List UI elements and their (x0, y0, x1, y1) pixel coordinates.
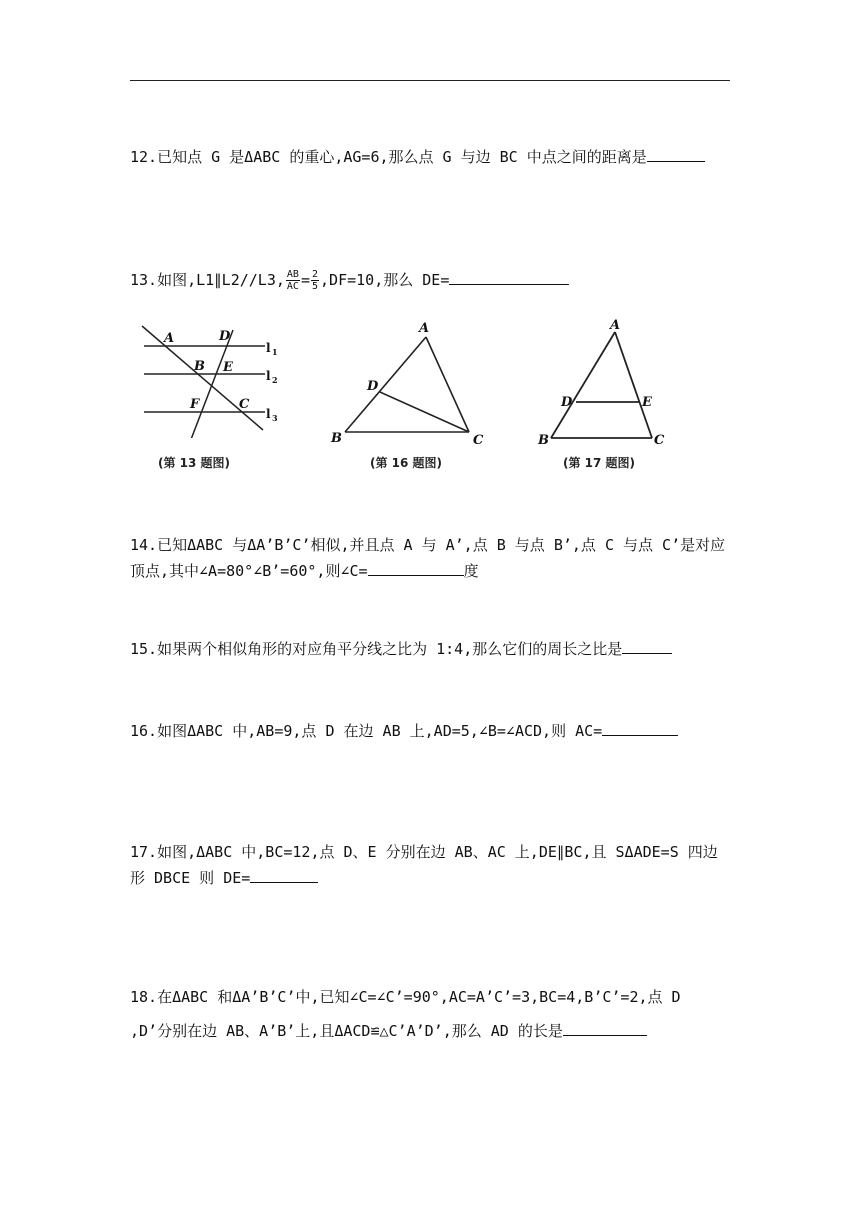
question-13: 13.如图,L1∥L2//L3, $\frac{AB}{AC}$ = $\frac{2}{5}$ ,DF=10,那么 DE= (130, 267, 740, 293)
question-14-line-2: 顶点,其中∠A=80°∠B’=60°,则∠C= 度 (130, 562, 479, 580)
label-a: A (610, 318, 621, 333)
label-c: C (473, 433, 484, 448)
figure-13 (130, 318, 290, 438)
label-b: B (538, 433, 549, 448)
figure-16-caption: (第 16 题图) (370, 456, 443, 470)
label-d: D (219, 329, 231, 344)
label-l2-sub: 2 (272, 375, 278, 385)
label-a: A (164, 331, 175, 346)
figure-16 (325, 318, 495, 448)
label-d: D (367, 379, 379, 394)
question-16 (130, 718, 740, 744)
figure-17-caption: (第 17 题图) (563, 456, 636, 470)
label-c: C (239, 397, 250, 412)
question-14-unit: 度 (463, 562, 479, 580)
question-12 (130, 144, 740, 170)
answer-blank-18[interactable] (563, 1021, 647, 1036)
label-b: B (331, 431, 342, 446)
question-15-text: 15.如果两个相似角形的对应角平分线之比为 1:4,那么它们的周长之比是 (130, 640, 623, 658)
figure-13-caption: (第 13 题图) (158, 456, 231, 470)
answer-blank-17[interactable] (250, 868, 318, 883)
question-13-prefix: 13.如图,L1∥L2//L3, (130, 271, 285, 289)
question-18-line-1: 18.在ΔABC 和ΔA’B’C’中,已知∠C=∠C’=90°,AC=A’C’=3,BC=4,B’C’=2,点 D (130, 988, 681, 1006)
label-c: C (654, 433, 665, 448)
label-l3-sub: 3 (272, 413, 278, 423)
fraction-2-5: $\frac{2}{5}$ (311, 269, 319, 292)
question-17-line-1: 17.如图,ΔABC 中,BC=12,点 D、E 分别在边 AB、AC 上,DE∥BC,且 SΔADE=S 四边 (130, 843, 718, 861)
figure-17 (535, 314, 675, 448)
question-15 (130, 636, 740, 662)
figure-13-diagram (130, 318, 290, 438)
label-l2: l (266, 369, 271, 383)
question-18 (130, 984, 740, 1044)
question-17 (130, 839, 740, 891)
label-b: B (194, 359, 205, 374)
label-f: F (190, 397, 200, 412)
label-l1-sub: 1 (272, 347, 278, 357)
label-e: E (642, 395, 652, 410)
label-e: E (223, 360, 233, 375)
figure-17-diagram (535, 314, 675, 448)
fraction-ab-ac: $\frac{AB}{AC}$ (286, 269, 299, 292)
label-l3: l (266, 407, 271, 421)
answer-blank-14[interactable] (368, 561, 464, 576)
question-17-line-2: 形 DBCE 则 DE= (130, 865, 740, 891)
answer-blank-16[interactable] (602, 721, 678, 736)
label-a: A (419, 321, 430, 336)
header-rule (130, 80, 730, 81)
answer-blank-13[interactable] (449, 270, 569, 285)
label-l1: l (266, 341, 271, 355)
question-12-text: 12.已知点 G 是ΔABC 的重心,AG=6,那么点 G 与边 BC 中点之间的距离是 (130, 148, 647, 166)
question-13-suffix: ,DF=10,那么 DE= (320, 271, 450, 289)
figure-16-diagram (325, 318, 495, 448)
question-14-line-1: 14.已知ΔABC 与ΔA’B’C’相似,并且点 A 与 A’,点 B 与点 B’,点 C 与点 C’是对应 (130, 536, 726, 554)
question-18-line-2: ,D’分别在边 AB、A’B’上,且ΔACD≌△C’A’D’,那么 AD 的长是 (130, 1018, 740, 1044)
answer-blank-12[interactable] (647, 147, 705, 162)
answer-blank-15[interactable] (622, 639, 672, 654)
label-d: D (561, 395, 573, 410)
question-14 (130, 532, 740, 584)
question-16-text: 16.如图ΔABC 中,AB=9,点 D 在边 AB 上,AD=5,∠B=∠ACD,则 AC= (130, 722, 603, 740)
